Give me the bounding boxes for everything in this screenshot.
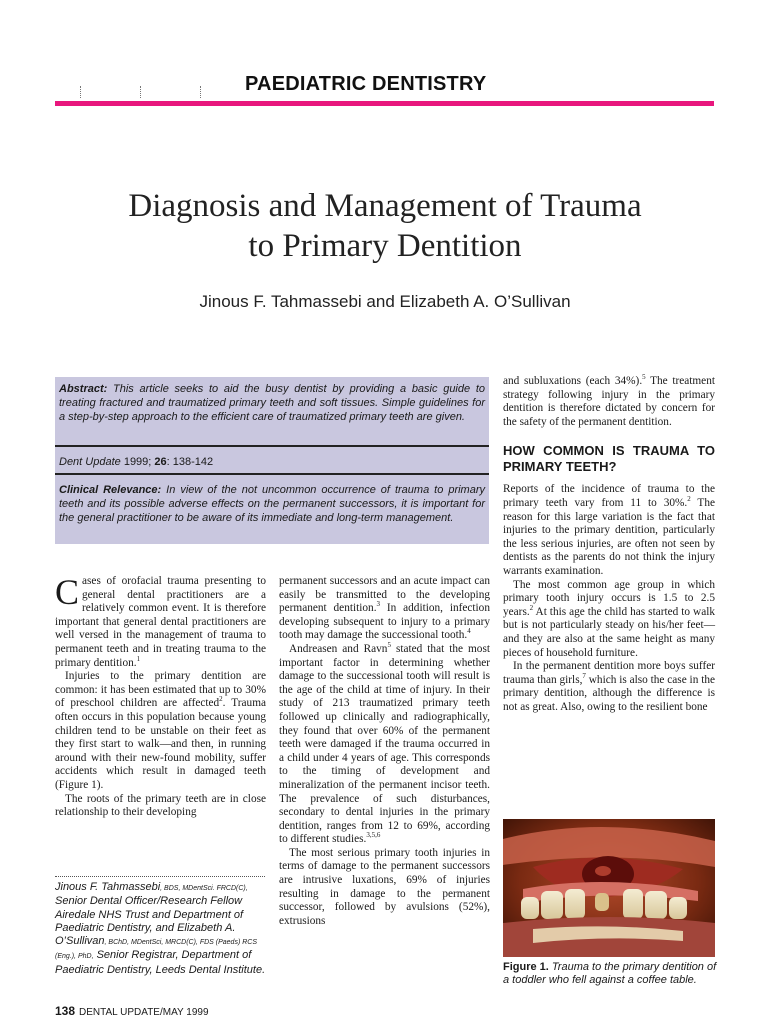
abstract-label: Abstract: — [59, 383, 108, 395]
drop-cap: C — [55, 572, 80, 612]
title-line-2: to Primary Dentition — [248, 228, 522, 264]
citation-volume: 26 — [154, 456, 167, 468]
reference: 3 — [376, 600, 381, 609]
reference: 3,5,6 — [366, 831, 381, 840]
text: At this age the child has started to walk but is not particularly steady on his/her feet—and they are also at the same height as many pieces of household furniture. — [503, 605, 715, 659]
text: Injuries to the primary dentition are common: it has been estimated that up to 30% of preschool children are affected — [55, 670, 266, 710]
author-role: Senior Registrar, Department of Paediatric Dentistry, Leeds Dental Institute. — [55, 949, 266, 976]
text: The most serious primary tooth injuries in terms of damage to the permanent successors are intrusive luxations, 69% of injuries resulting in damage to the permanent successor, followed by avulsions (52%), extrusions — [279, 846, 490, 927]
page-footer — [55, 1004, 209, 1018]
text: which is also the case in the primary dentition, although the difference is not as great. Also, owing to the resilient bone — [503, 673, 715, 713]
citation-journal: Dent Update — [59, 456, 121, 468]
paragraph — [279, 575, 490, 643]
dental-trauma-photo — [503, 819, 715, 957]
footnote-rule — [55, 876, 265, 877]
abstract-text: This article seeks to aid the busy dentist by providing a basic guide to treating fractured and traumatized primary teeth and soft tissues. Simple guidelines for a step-by-step approach to the efficient care of traumatized primary teeth are given. — [59, 383, 485, 423]
text: In the permanent dentition more boys suffer trauma than girls, — [503, 660, 715, 686]
clinical-text: In view of the not uncommon occurrence of trauma to primary teeth and its possible adverse effects on the permanent successors, it is important for the general practitioner to be aware of its immediate and long-term management. — [59, 484, 485, 524]
paragraph — [503, 579, 715, 661]
text: and subluxations (each 34%). — [503, 375, 643, 387]
text: In addition, infection developing subsequent to injury to a primary tooth may damage the successional tooth. — [279, 602, 490, 642]
reference: 4 — [467, 627, 471, 636]
journal-issue: DENTAL UPDATE/MAY 1999 — [79, 1007, 209, 1018]
author-footnote — [55, 881, 267, 977]
citation-pages: : 138-142 — [166, 456, 214, 468]
citation — [59, 455, 485, 469]
text: stated that the most important factor in determining whether damage to the successional tooth will result is the age of the child at time of injury. In their study of 213 traumatized primary teeth followed up clinically and radiographically, they found that over 60% of the permanent teeth were damaged if the trauma occurred in a child under 4 years of age. This corresponds to the timing of development and mineralization of the permanent incisor teeth. The prevalence of such disturbances, secondary to dental injuries in the primary dentition, ranges from 12 to 69%, according to different studies. — [279, 642, 490, 846]
paragraph — [55, 670, 266, 792]
text: The most common age group in which primary tooth injury occurs is 1.5 to 2.5 years. — [503, 578, 715, 618]
paragraph — [55, 572, 266, 670]
figure-caption-text: Trauma to the primary dentition of a toddler who fell against a coffee table. — [503, 961, 717, 986]
header-rule — [55, 101, 714, 106]
page-number: 138 — [55, 1004, 76, 1018]
title-line-1: Diagnosis and Management of Trauma — [128, 188, 642, 224]
abstract-divider — [55, 445, 489, 447]
paragraph — [503, 660, 715, 714]
reference: 1 — [136, 654, 141, 663]
text: The reason for this large variation is the fact that injuries to the primary dentition, particularly the less serious injuries, are often not seen by dentists as the parents do not think the injury warrants examination. — [503, 496, 715, 577]
clinical-label: Clinical Relevance: — [59, 484, 162, 496]
text: The treatment strategy following injury in the primary dentition is therefore dictated by concern for the safety of the permanent dentition. — [503, 375, 715, 428]
reference: 5 — [642, 373, 646, 382]
section-heading: PAEDIATRIC DENTISTRY — [245, 73, 487, 95]
paragraph — [279, 643, 490, 847]
text: Andreasen and Ravn — [289, 642, 388, 655]
paragraph — [279, 847, 490, 929]
column-1 — [55, 572, 266, 820]
author-qualifications: , BChD, MDentSci, MRCD(C), FDS (Paeds) RCS (Eng.), PhD, — [55, 939, 257, 961]
author-name: Jinous F. Tahmassebi — [55, 881, 161, 893]
figure-1-photo — [503, 819, 715, 957]
article-title — [40, 186, 730, 266]
text: The roots of the primary teeth are in close relationship to their developing — [55, 792, 266, 819]
text: ases of orofacial trauma presenting to general dental practitioners are a relatively common event. It is therefore important that general dental practitioners are well versed in the management of trauma to permanent teeth and in treating trauma to the primary dentition. — [55, 575, 266, 669]
reference: 7 — [582, 671, 586, 680]
reference: 2 — [219, 695, 223, 704]
author-qualifications: , BDS, MDentSci. FRCD(C), — [160, 885, 248, 892]
column-3 — [503, 375, 715, 714]
citation-year: 1999; — [120, 456, 155, 468]
citation-divider — [55, 473, 489, 475]
figure-caption — [503, 961, 717, 987]
reference: 5 — [387, 641, 391, 650]
header-tick-marks — [80, 86, 220, 98]
abstract — [59, 382, 485, 424]
author-name: Elizabeth A. O’Sullivan — [55, 921, 236, 948]
author-role: Senior Dental Officer/Research Fellow Airedale NHS Trust and Department of Paediatric Dentistry, and — [55, 895, 244, 934]
paragraph — [55, 793, 266, 820]
paragraph — [503, 483, 715, 578]
text: permanent successors and an acute impact can easily be transmitted to the developing permanent dentition. — [279, 575, 490, 615]
text: . Trauma often occurs in this population because young children tend to be unstable on their feet as they first start to walk—and then, in running around with their new-found mobility, suffer accidents which result in damaged teeth (Figure 1). — [55, 697, 266, 791]
figure-label: Figure 1. — [503, 961, 549, 973]
reference: 2 — [687, 495, 691, 504]
article-authors: Jinous F. Tahmassebi and Elizabeth A. O’Sullivan — [199, 292, 571, 311]
text: Reports of the incidence of trauma to the primary teeth vary from 11 to 30%. — [503, 483, 715, 509]
section-heading-trauma: HOW COMMON IS TRAUMA TO PRIMARY TEETH? — [503, 443, 715, 475]
abstract-box — [55, 377, 489, 544]
paragraph — [503, 375, 715, 429]
column-2 — [279, 575, 490, 928]
clinical-relevance — [59, 483, 485, 525]
reference: 2 — [529, 603, 534, 612]
